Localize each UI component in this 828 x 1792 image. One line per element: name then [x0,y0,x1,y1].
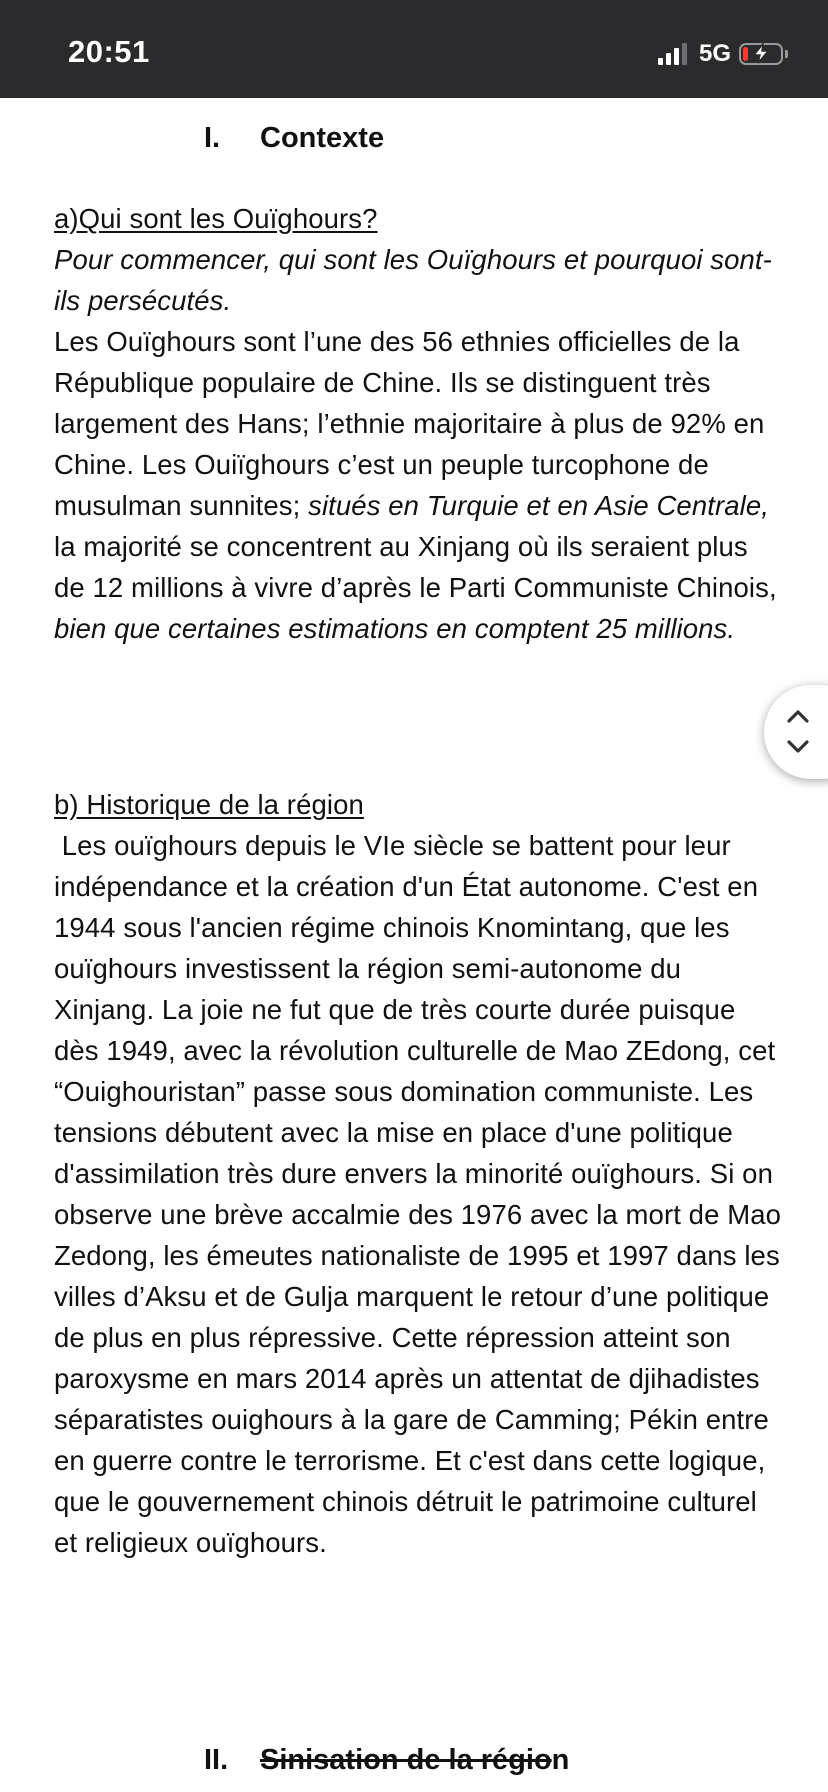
part-b-body: Les ouïghours depuis le VIe siècle se battent pour leur indépendance et la création d'un État autonome. C'est en 1944 sous l'ancien régime chinois Knomintang, que les ouïghours investissent la région semi-autonome du Xinjang. La joie ne fut que de très courte durée puisque dès 1949, avec la révolution culturelle de Mao ZEdong, cet “Ouighouristan” passe sous domination communiste. Les tensions débutent avec la mise en place d'une politique d'assimilation très dure envers la minorité ouïghours. Si on observe une brève accalmie des 1976 avec la mort de Mao Zedong, les émeutes nationaliste de 1995 et 1997 dans les villes d’Aksu et de Gulja marquent le retour d’une politique de plus en plus répressive. Cette répression atteint son paroxysme en mars 2014 après un attentat de djihadistes séparatistes ouighours à la gare de Camming; Pékin entre en guerre contre le terrorisme. Et c'est dans cette logique, que le gouvernement chinois détruit le patrimoine culturel et religieux ouïghours. [54,830,782,1558]
status-indicators [658,40,788,68]
network-type: 5G [698,40,731,67]
signal-bar [666,53,671,65]
cellular-signal-icon [658,43,687,65]
part-b [54,784,784,1563]
section-title-struck: Sinisation de la régio [260,1744,552,1776]
section-number: I. [204,122,221,154]
part-a-intro: Pour commencer, qui sont les Ouïghours et pourquoi sont-ils persécutés. [54,244,772,316]
chevron-up-icon[interactable] [786,708,810,724]
signal-bar [658,58,663,65]
status-time: 20:51 [68,34,150,69]
battery-icon [739,43,783,65]
part-a [54,198,784,649]
document-page [0,98,828,1792]
battery-tip [785,50,788,58]
part-a-body: Les Ouïghours sont l’une des 56 ethnies officielles de la République populaire de Chine. Ils se distinguent très largement des Hans; l’ethnie majoritaire à plus de 92% en Chine. Les Ouiïghours c’est un peuple turcophone de musulman sunnites; situés en Turquie et en Asie Centrale, la majorité se concentrent au Xinjang où ils seraient plus de 12 millions à vivre d’après le Parti Communiste Chinois, bien que certaines estimations en comptent 25 millions. [54,326,777,644]
section-title: Contexte [260,122,385,154]
section-title-rest: n [551,1744,570,1776]
signal-bar [682,43,687,65]
status-bar [0,0,828,98]
section-heading-1 [204,122,384,155]
part-a-subtitle: a)Qui sont les Ouïghours? [54,203,378,234]
signal-bar [674,48,679,65]
part-b-subtitle: b) Historique de la région [54,789,364,820]
section-number: II. [204,1744,229,1776]
chevron-down-icon[interactable] [786,739,810,755]
charging-bolt-icon [741,42,781,64]
section-heading-2 [204,1744,569,1777]
